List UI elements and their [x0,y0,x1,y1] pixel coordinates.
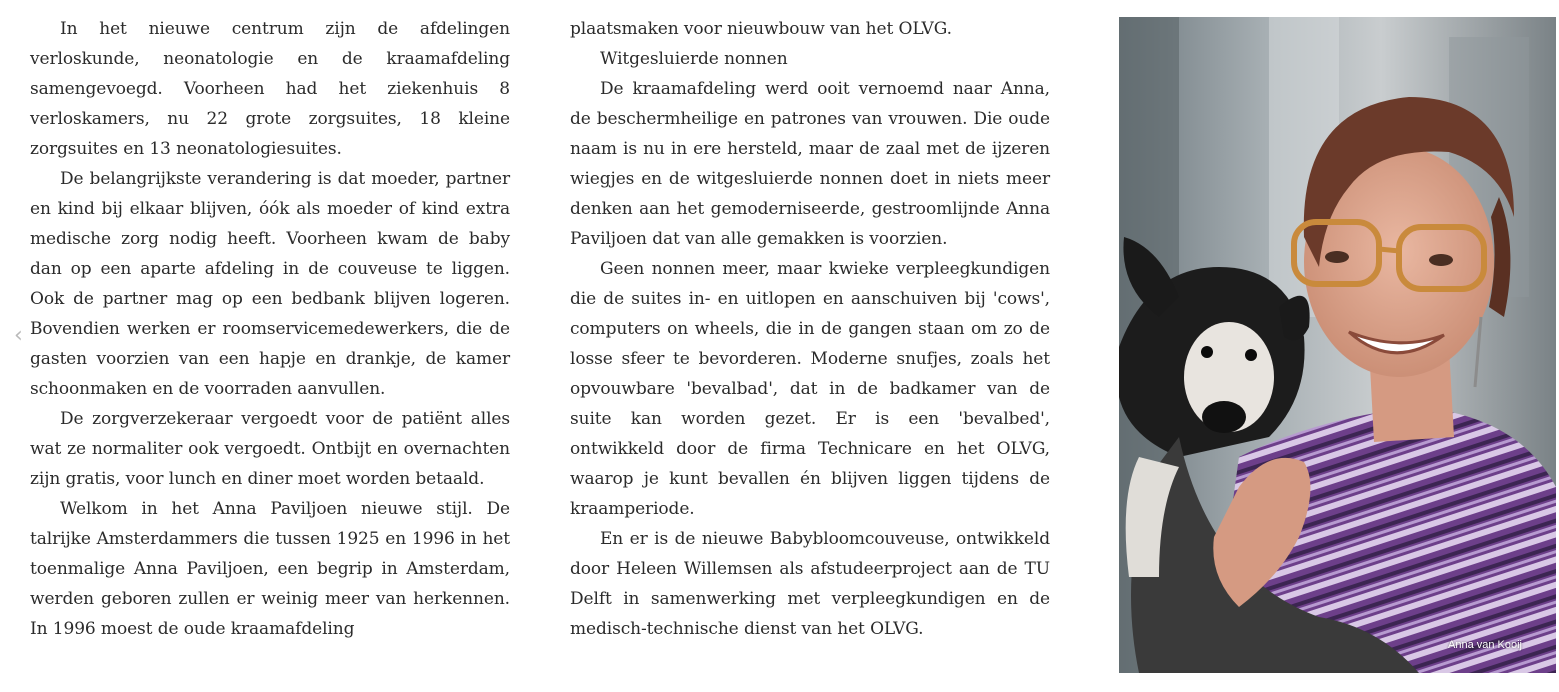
article-paragraph: Geen nonnen meer, maar kwieke verpleegkundigen die de suites in- en uitlopen en aanschuiven bij 'cows', computers on wheels, die in de gangen staan om zo de losse sfeer te bevorderen. Moderne snufjes, zoals het opvouwbare 'bevalbad', dat in de badkamer van de suite kan worden gezet. Er is een 'bevalbed', ontwikkeld door de firma Technicare en het OLVG, waarop je kunt bevallen én blijven liggen tijdens de kraamperiode. [570,259,1050,519]
article-column-left [30,14,510,644]
portrait-illustration [1119,17,1556,673]
portrait-photo [1119,17,1556,673]
article-paragraph: En er is de nieuwe Babybloomcouveuse, ontwikkeld door Heleen Willemsen als afstudeerproject aan de TU Delft in samenwerking met verpleegkundigen en de medisch-technische dienst van het OLVG. [570,529,1050,639]
article-paragraph: Welkom in het Anna Paviljoen nieuwe stijl. De talrijke Amsterdammers die tussen 1925 en 1996 in het toenmalige Anna Paviljoen, een begrip in Amsterdam, werden geboren zullen er weinig meer van herkennen. In 1996 moest de oude kraamafdeling [30,499,510,639]
article-paragraph: De kraamafdeling werd ooit vernoemd naar Anna, de beschermheilige en patrones van vrouwen. Die oude naam is nu in ere hersteld, maar de zaal met de ijzeren wiegjes en de witgesluierde nonnen doet in niets meer denken aan het gemoderniseerde, gestroomlijnde Anna Paviljoen dat van alle gemakken is voorzien. [570,79,1050,249]
chevron-left-icon[interactable]: ‹ [14,323,23,348]
section-subheading: Witgesluierde nonnen [600,49,788,69]
article-column-right [570,14,1050,644]
article-paragraph: In het nieuwe centrum zijn de afdelingen verloskunde, neonatologie en de kraamafdeling samengevoegd. Voorheen had het ziekenhuis 8 verloskamers, nu 22 grote zorgsuites, 18 kleine zorgsuites en 13 neonatologiesuites. [30,19,510,159]
article-paragraph: De belangrijkste verandering is dat moeder, partner en kind bij elkaar blijven, óók als moeder of kind extra medische zorg nodig heeft. Voorheen kwam de baby dan op een aparte afdeling in de couveuse te liggen. Ook de partner mag op een bedbank blijven logeren. Bovendien werken er roomservicemedewerkers, die de gasten voorzien van een hapje en drankje, de kamer schoonmaken en de voorraden aanvullen. [30,169,510,399]
article-paragraph: De zorgverzekeraar vergoedt voor de patiënt alles wat ze normaliter ook vergoedt. Ontbijt en overnachten zijn gratis, voor lunch en diner moet worden betaald. [30,409,510,489]
article-paragraph-continuation: plaatsmaken voor nieuwbouw van het OLVG. [570,19,952,39]
photo-credit: Anna van Kooij [1448,639,1522,651]
